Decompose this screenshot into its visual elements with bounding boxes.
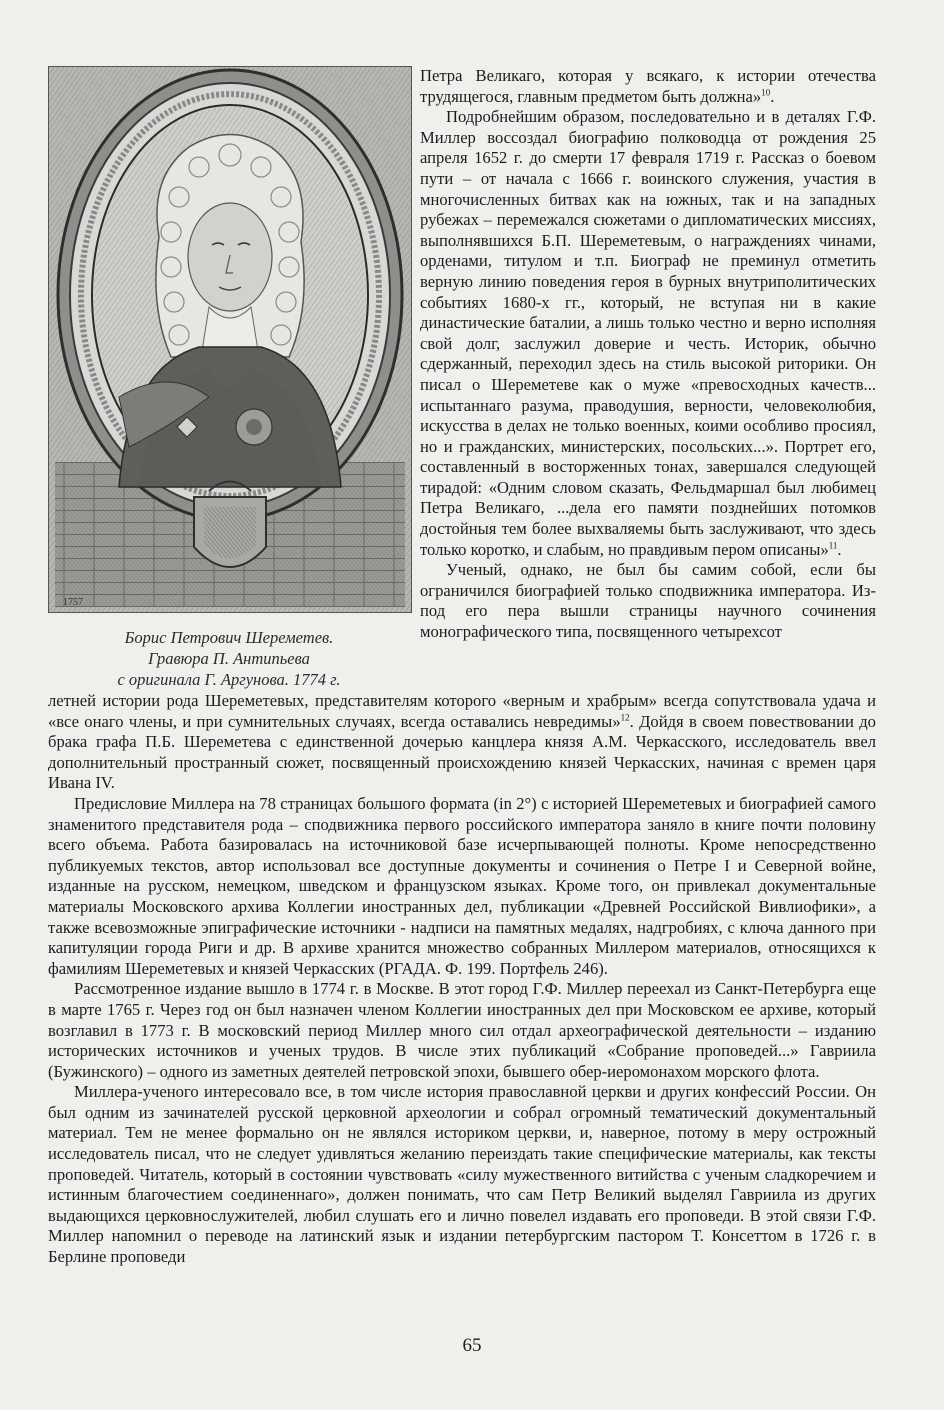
paragraph-3-start: Ученый, однако, не был бы самим собой, если бы ограничился биографией только сподвижника императора. Из-под его пера вышли страницы научного сочинения монографического типа, посвященного четырехсот [420, 560, 876, 642]
paragraph-6: Миллера-ученого интересовало все, в том числе история православной церкви и других конфессий России. Он был одним из зачинателей русской церковной археологии и собрал огромный тематический документальный материал. Тем не менее формально он не являлся историком церкви, и, наверное, потому в меру острожный исследователь писал, что не следует удивляться желанию переиздать такие специфические материалы, как тексты проповедей. Читатель, который в состоянии чувствовать «силу мужественного витийства с ученым сладкоречием и истинным благочестием соединеннаго», должен понимать, что сам Петр Великий выделял Гавриила из других выдающихся церковнослужителей, любил слушать его и лично повелел издавать его проповеди. В этой связи Г.Ф. Миллер напомнил о переводе на латинский язык и издании петербургским пастором Т. Консеттом в 1726 г. в Берлине проповеди [48, 1082, 876, 1267]
right-column-text [420, 66, 876, 643]
paragraph-3-end-text: . Дойдя в своем повествовании до брака графа П.Б. Шереметева с единственной дочерью канцлера князя А.М. Черкасского, исследователь ввел дополнительный пространный сюжет, посвященный происхождению князей Черкасских, начиная с времен царя Ивана IV. [48, 711, 876, 793]
paragraph-3-continued [48, 691, 876, 794]
paragraph-2: Подробнейшим образом, последовательно и в деталях Г.Ф. Миллер воссоздал биографию полководца от рождения 25 апреля 1652 г. до смерти 17 февраля 1719 г. Рассказ о боевом пути – от начала с 1666 г. воинского служения, участия в многочисленных битвах как на южных, так и на западных рубежах – перемежался сюжетами о дипломатических миссиях, выполнявшихся Б.П. Шереметевым, о награждениях чинами, орденами, титулом и т.п. Биограф не преминул отметить верную линию поведения героя в бурных внутриполитических событиях 1680-х гг., который, не вступая ни в какие династические баталии, а лишь только честно и верно исполняя свой долг, заслужил доверие и честь. Историк, обычно сдержанный, переходил здесь на стиль высокой риторики. Он писал о Шереметеве как о муже «превосходных качеств... испытаннаго разума, праводушия, верности, человеколюбия, искусства в делах не только военных, коими особливо просиял, но и гражданских, министерских, посольских...». Портрет его, составленный в восторженных тонах, завершался следующей тирадой: «Одним словом сказать, Фельдмаршал был любимец Петра Великаго, ...дела его памяти позднейших потомков достойныя тем более выхваляемы быть заслуживают, что здесь только коротко, и слабым, но правдивым пером описаны»$^{11}$. [420, 107, 876, 559]
paragraph-2-text: Подробнейшим образом, последовательно и в деталях Г.Ф. Миллер воссоздал биографию полководца от рождения 25 апреля 1652 г. до смерти 17 февраля 1719 г. Рассказ о боевом пути – от начала с 1666 г. воинского служения, участия в многочисленных битвах как на южных, так и на западных рубежах – перемежался сюжетами о дипломатических миссиях, выполнявшихся Б.П. Шереметевым, о награждениях чинами, орденами, титулом и т.п. Биограф не преминул отметить верную линию поведения героя в бурных внутриполитических событиях 1680-х гг., который, не вступая ни в какие династические баталии, а лишь только честно и верно исполняя свой долг, заслужил доверие и честь. Историк, обычно сдержанный, переходил здесь на стиль высокой риторики. Он писал о Шереметеве как о муже «превосходных качеств... испытаннаго разума, праводушия, верности, человеколюбия, искусства в делах не только военных, коими особливо просиял, но и гражданских, министерских, посольских...». Портрет его, составленный в восторженных тонах, завершался следующей тирадой: «Одним словом сказать, Фельдмаршал был любимец Петра Великаго, ...дела его памяти позднейших потомков достойныя тем более выхваляемы быть заслуживают, что здесь только коротко, и слабым, но правдивым пером описаны» [420, 107, 876, 559]
paragraph-4: Предисловие Миллера на 78 страницах большого формата (in 2°) с историей Шереметевых и биографией самого знаменитого представителя рода – сподвижника первого российского императора заняло в книге почти половину всего объема. Работа базировалась на источниковой базе исчерпывающей полноты. Кроме непосредственно публикуемых текстов, автор использовал все доступные документы и сочинения о Петре I и Северной войне, изданные на русском, немецком, шведском и французском языках. Кроме того, он привлекал документальные материалы Московского архива Коллегии иностранных дел, публикации «Древней Российской Вивлиофики», а также всевозможные эпиграфические источники - надписи на памятных медалях, надгробиях, с ключа данного при капитуляции города Риги и др. В архиве хранится множество собранных Миллером материалов, относящихся к фамилиям Шереметевых и князей Черкасских (РГАДА. Ф. 199. Портфель 246). [48, 793, 876, 978]
paragraph-1-text: Петра Великаго, которая у всякаго, к истории отечества трудящегося, главным предметом быть должна» [420, 66, 876, 106]
portrait-engraving [48, 66, 412, 613]
svg-text:1757: 1757 [63, 597, 83, 608]
portrait-figure [48, 66, 410, 690]
caption-line-1: Борис Петрович Шереметев. [124, 628, 334, 647]
full-width-text [48, 691, 876, 1268]
caption-line-3: с оригинала Г. Аргунова. 1774 г. [117, 670, 341, 689]
page-number: 65 [462, 1335, 482, 1356]
caption-line-2: Гравюра П. Антипьева [148, 649, 310, 668]
paragraph-1: Петра Великаго, которая у всякаго, к истории отечества трудящегося, главным предметом быть должна»$^{10}$. [420, 66, 876, 106]
paragraph-5: Рассмотренное издание вышло в 1774 г. в Москве. В этот город Г.Ф. Миллер переехал из Санкт-Петербурга еще в марте 1765 г. Через год он был назначен членом Коллегии иностранных дел при Московском ее архиве, который возглавил в 1773 г. В московский период Миллер много сил отдал археографической деятельности – изданию исторических источников и ученых трудов. В числе этих публикаций «Собрание проповедей...» Гавриила (Бужинского) – одного из заметных деятелей петровской эпохи, бывшего обер-иеромонахом морского флота. [48, 979, 876, 1081]
footnote-ref-11: 11 [828, 540, 838, 551]
footnote-ref-10: 10 [761, 87, 771, 98]
figure-caption [48, 627, 410, 690]
footnote-ref-12: 12 [620, 712, 630, 723]
paragraph-3-cont-text: летней истории рода Шереметевых, представителям которого «верным и храбрым» всегда сопутствовала удача и «все онаго члены, и при сумнительных случаях, всегда оставались невредимы» [48, 691, 876, 731]
